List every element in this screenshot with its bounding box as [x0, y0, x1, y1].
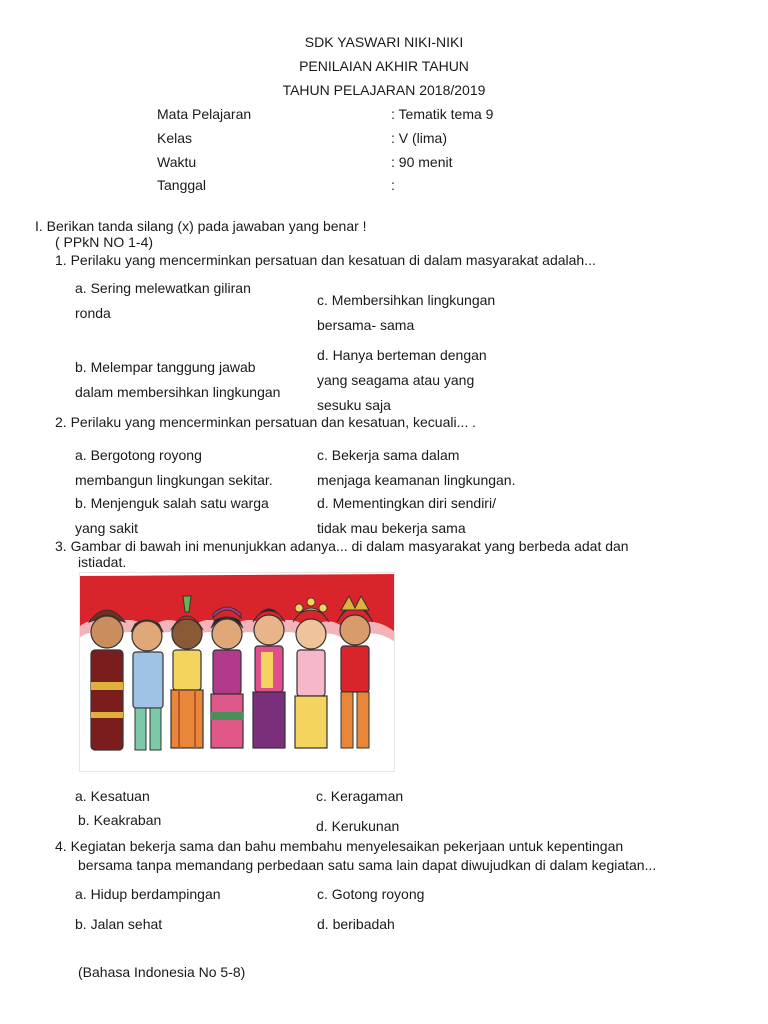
info-label-date: Tanggal: [157, 177, 207, 193]
q2-option-c-cont: menjaga keamanan lingkungan.: [317, 472, 516, 488]
q2-option-a: a. Bergotong royong: [75, 447, 202, 463]
info-value-class: : V (lima): [391, 130, 447, 146]
q1-option-a: a. Sering melewatkan giliran: [75, 280, 251, 296]
q2-option-a-cont: membangun lingkungan sekitar.: [75, 472, 273, 488]
section-subject: ( PPkN NO 1-4): [55, 234, 154, 250]
q1-option-a-cont: ronda: [75, 305, 111, 321]
q3-option-c: c. Keragaman: [316, 788, 404, 804]
q4-option-c: c. Gotong royong: [317, 886, 425, 902]
q1-option-d: d. Hanya berteman dengan: [317, 347, 487, 363]
q3-option-b: b. Keakraban: [78, 812, 162, 828]
q3-option-d: d. Kerukunan: [316, 818, 400, 834]
info-label-time: Waktu: [157, 154, 197, 170]
q1-option-c: c. Membersihkan lingkungan: [317, 292, 496, 308]
q4-option-b: b. Jalan sehat: [75, 916, 163, 932]
q2-option-d: d. Mementingkan diri sendiri/: [317, 495, 496, 511]
academic-year: TAHUN PELAJARAN 2018/2019: [282, 82, 486, 98]
question-4-cont: bersama tanpa memandang perbedaan satu sama lain dapat diwujudkan di dalam kegiatan...: [78, 857, 657, 873]
exam-title: PENILAIAN AKHIR TAHUN: [299, 58, 469, 74]
section-instruction: I. Berikan tanda silang (x) pada jawaban yang benar !: [35, 218, 367, 234]
q1-option-d-cont: yang seagama atau yang: [317, 372, 475, 388]
q3-option-a: a. Kesatuan: [75, 788, 150, 804]
q1-option-d-cont2: sesuku saja: [317, 397, 391, 413]
question-1: 1. Perilaku yang mencerminkan persatuan dan kesatuan di dalam masyarakat adalah...: [55, 252, 596, 268]
info-value-date: :: [391, 177, 395, 193]
info-value-subject: : Tematik tema 9: [391, 106, 494, 122]
illustration-svg: [79, 572, 395, 772]
question-3: 3. Gambar di bawah ini menunjukkan adanya... di dalam masyarakat yang berbeda adat dan: [55, 538, 629, 554]
q1-option-c-cont: bersama- sama: [317, 317, 415, 333]
question-2: 2. Perilaku yang mencerminkan persatuan dan kesatuan, kecuali... .: [55, 414, 477, 430]
q2-option-b-cont: yang sakit: [75, 520, 139, 536]
child-figure-4: [211, 607, 243, 748]
info-label-subject: Mata Pelajaran: [157, 106, 252, 122]
footer-section-note: (Bahasa Indonesia No 5-8): [78, 964, 246, 980]
q1-option-b-cont: dalam membersihkan lingkungan: [75, 384, 281, 400]
q2-option-c: c. Bekerja sama dalam: [317, 447, 460, 463]
child-figure-1: [89, 610, 125, 750]
traditional-costume-children-illustration: [79, 572, 395, 772]
q4-option-d: d. beribadah: [317, 916, 395, 932]
q4-option-a: a. Hidup berdampingan: [75, 886, 221, 902]
question-3-cont: istiadat.: [78, 554, 127, 570]
q2-option-d-cont: tidak mau bekerja sama: [317, 520, 466, 536]
question-4: 4. Kegiatan bekerja sama dan bahu membahu menyelesaikan pekerjaan untuk kepentingan: [55, 838, 624, 854]
school-name: SDK YASWARI NIKI-NIKI: [304, 34, 464, 50]
child-figure-5: [253, 609, 285, 748]
q1-option-b: b. Melempar tanggung jawab: [75, 359, 256, 375]
q2-option-b: b. Menjenguk salah satu warga: [75, 495, 269, 511]
info-label-class: Kelas: [157, 130, 193, 146]
info-value-time: : 90 menit: [391, 154, 453, 170]
